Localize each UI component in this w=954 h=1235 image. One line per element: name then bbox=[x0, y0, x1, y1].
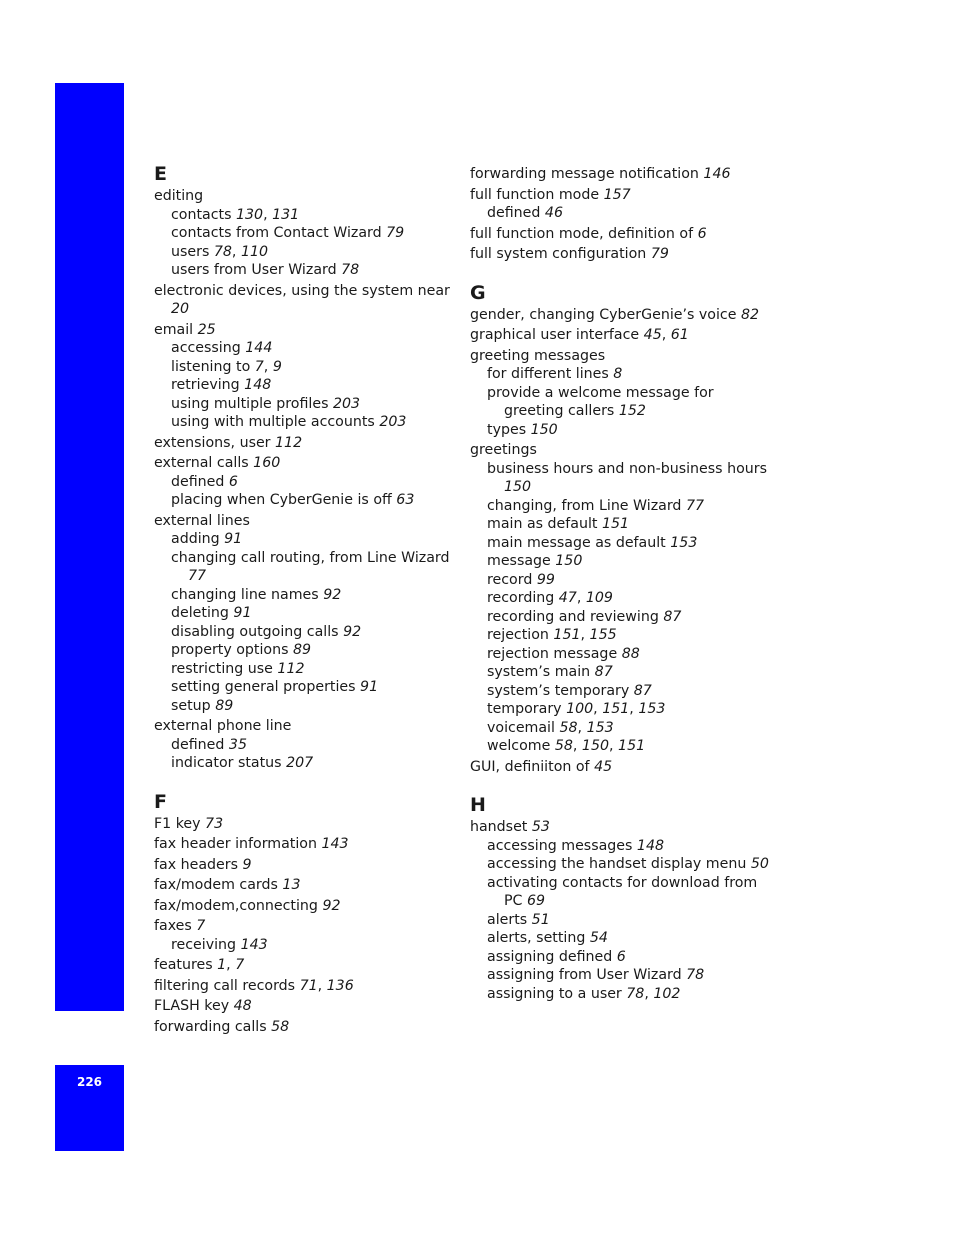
index-term bbox=[154, 321, 454, 340]
page-ref: 78 bbox=[213, 243, 232, 260]
index-subterm: voicemail 58, 153 bbox=[487, 719, 614, 736]
page-ref: 54 bbox=[589, 930, 608, 946]
index-subterm-text: temporary bbox=[487, 701, 567, 717]
index-term-text: fax header information bbox=[154, 836, 322, 852]
page-ref: 91 bbox=[360, 679, 379, 695]
page-ref: 112 bbox=[275, 434, 303, 451]
index-subterm-text: alerts bbox=[487, 911, 532, 928]
index-subterm bbox=[470, 874, 770, 911]
index-subterm bbox=[154, 697, 454, 716]
page-ref: 157 bbox=[603, 186, 631, 203]
index-subterm-text: recording bbox=[487, 590, 559, 606]
index-entry bbox=[154, 187, 454, 280]
index-subterm-text: adding bbox=[171, 531, 225, 547]
index-subterm-text: welcome bbox=[487, 738, 555, 754]
index-term bbox=[470, 165, 770, 184]
index-term bbox=[154, 282, 454, 319]
page-ref: 150 bbox=[504, 479, 532, 495]
index-term-text: full function mode bbox=[470, 186, 604, 203]
index-subterm bbox=[470, 966, 770, 985]
page-ref: 92 bbox=[323, 586, 342, 603]
index-term-text: features bbox=[154, 957, 218, 973]
index-entry bbox=[154, 512, 454, 716]
index-entry bbox=[154, 977, 454, 996]
index-subterm bbox=[470, 608, 770, 627]
page-ref: 152 bbox=[618, 403, 646, 419]
page-number: 226 bbox=[76, 1075, 103, 1089]
page-ref: 69 bbox=[526, 893, 546, 909]
index-term-text: forwarding calls bbox=[154, 1018, 272, 1035]
page-ref: 53 bbox=[531, 819, 550, 835]
page-ref: 87 bbox=[663, 608, 682, 625]
index-term-text: forwarding message notification bbox=[470, 166, 704, 182]
page-ref: 153 bbox=[670, 534, 698, 551]
page-ref: 146 bbox=[703, 166, 731, 182]
index-term bbox=[154, 876, 454, 895]
page-ref: 151 bbox=[553, 627, 581, 643]
index-entry bbox=[154, 897, 454, 916]
page-ref: 13 bbox=[282, 877, 301, 893]
index-subterm-text: main message as default bbox=[487, 534, 671, 551]
index-entry bbox=[154, 1018, 454, 1037]
page-ref: 1 bbox=[217, 957, 227, 973]
page-ref: 6 bbox=[697, 225, 707, 242]
page-ref: 87 bbox=[633, 682, 652, 699]
page-ref: 46 bbox=[544, 205, 563, 221]
index-entry bbox=[154, 876, 454, 895]
index-subterm-text: record bbox=[487, 571, 537, 588]
index-entry bbox=[154, 717, 454, 773]
index-subterm-text: system’s main bbox=[487, 664, 595, 680]
sidebar-title: Index bbox=[142, 221, 163, 283]
index-entry bbox=[154, 815, 454, 834]
index-subterm bbox=[154, 376, 454, 395]
index-subterm bbox=[154, 641, 454, 660]
index-subterm bbox=[470, 384, 770, 421]
page-ref: 50 bbox=[750, 856, 769, 872]
index-entry bbox=[154, 856, 454, 875]
page-ref: 7 bbox=[196, 918, 206, 934]
index-term bbox=[470, 818, 770, 837]
page-ref: 102 bbox=[653, 985, 681, 1002]
index-subterm-text: using with multiple accounts bbox=[171, 414, 380, 430]
index-subterm-text: restricting use bbox=[171, 660, 278, 677]
page-ref: 9 bbox=[272, 358, 282, 375]
index-term bbox=[154, 856, 454, 875]
index-subterm-text: activating contacts for download from PC bbox=[487, 874, 758, 909]
page-ref: 150 bbox=[581, 738, 610, 754]
index-subterm-text: accessing messages bbox=[487, 837, 637, 854]
index-term bbox=[470, 306, 770, 325]
page-ref: 151 bbox=[618, 738, 646, 754]
index-column-left bbox=[154, 163, 454, 1036]
index-subterm bbox=[154, 736, 454, 755]
section-letter: F bbox=[154, 790, 167, 813]
index-term-text: faxes bbox=[154, 918, 197, 934]
index-subterm bbox=[154, 491, 454, 510]
index-subterm: listening to 7, 9 bbox=[171, 358, 282, 375]
index-entry bbox=[470, 326, 770, 345]
page-ref: 79 bbox=[650, 246, 669, 262]
index-entry bbox=[470, 186, 770, 223]
index-term-text: GUI, definiiton of bbox=[470, 758, 595, 775]
index-subterm-text: property options bbox=[171, 642, 294, 658]
index-sidebar bbox=[55, 83, 163, 1011]
page-ref: 25 bbox=[197, 321, 216, 338]
index-subterm bbox=[470, 645, 770, 664]
section-letter: G bbox=[470, 281, 486, 304]
page-ref: 82 bbox=[740, 306, 760, 323]
page-ref: 130 bbox=[236, 206, 264, 223]
page-ref: 89 bbox=[293, 642, 312, 658]
page-ref: 148 bbox=[636, 837, 665, 854]
index-subterm-text: users from User Wizard bbox=[171, 262, 342, 278]
index-subterm-text: assigning defined bbox=[487, 948, 617, 965]
page-ref: 153 bbox=[638, 701, 666, 717]
index-term bbox=[154, 454, 454, 473]
page-ref: 58 bbox=[559, 719, 578, 736]
index-subterm bbox=[470, 204, 770, 223]
page-ref: 136 bbox=[326, 977, 354, 994]
index-subterm bbox=[470, 421, 770, 440]
index-term bbox=[470, 347, 770, 366]
page-ref: 78 bbox=[686, 967, 705, 983]
page-ref: 91 bbox=[224, 531, 243, 547]
index-subterm-text: setup bbox=[171, 697, 216, 714]
index-subterm bbox=[470, 929, 770, 948]
page-ref: 91 bbox=[233, 605, 252, 621]
index-subterm bbox=[470, 663, 770, 682]
index-entry bbox=[470, 347, 770, 440]
page-ref: 148 bbox=[244, 377, 272, 393]
page-ref: 131 bbox=[272, 206, 300, 223]
index-subterm-text: assigning from User Wizard bbox=[487, 967, 687, 983]
index-term bbox=[470, 186, 770, 205]
index-term-text: fax/modem cards bbox=[154, 877, 283, 893]
index-entry bbox=[154, 434, 454, 453]
index-subterm bbox=[154, 754, 454, 773]
section-letter: E bbox=[154, 163, 167, 185]
index-term: filtering call records 71, 136 bbox=[154, 977, 354, 994]
index-entry bbox=[154, 282, 454, 319]
index-subterm bbox=[154, 395, 454, 414]
index-entry bbox=[470, 165, 770, 184]
index-entry bbox=[470, 245, 770, 264]
index-term-text: email bbox=[154, 321, 198, 338]
page-ref: 73 bbox=[205, 815, 224, 832]
page-ref: 153 bbox=[586, 719, 614, 736]
page-ref: 203 bbox=[379, 414, 407, 430]
index-subterm-text: recording and reviewing bbox=[487, 608, 664, 625]
page-ref: 143 bbox=[240, 936, 268, 953]
index-term bbox=[470, 245, 770, 264]
page-ref: 9 bbox=[242, 856, 252, 873]
index-term bbox=[154, 835, 454, 854]
index-term bbox=[470, 758, 770, 777]
index-term-text: greeting messages bbox=[470, 347, 606, 364]
index-entry bbox=[470, 818, 770, 1003]
index-subterm bbox=[470, 682, 770, 701]
index-entry bbox=[154, 454, 454, 510]
index-subterm bbox=[470, 948, 770, 967]
page-ref: 203 bbox=[333, 395, 361, 412]
index-column-right bbox=[470, 163, 770, 1003]
index-subterm bbox=[470, 571, 770, 590]
page-ref: 92 bbox=[322, 897, 341, 914]
index-entry bbox=[470, 441, 770, 756]
page-ref: 144 bbox=[245, 340, 273, 356]
page-ref: 110 bbox=[240, 243, 269, 260]
index-subterm-text: defined bbox=[171, 736, 229, 753]
index-subterm bbox=[154, 473, 454, 492]
index-subterm-text: types bbox=[487, 421, 531, 438]
index-subterm-text: contacts from Contact Wizard bbox=[171, 225, 387, 241]
index-term-text: external lines bbox=[154, 512, 250, 529]
index-subterm-text: main as default bbox=[487, 516, 602, 532]
page-number-tab bbox=[55, 1065, 124, 1151]
page-ref: 51 bbox=[531, 911, 550, 928]
page-ref: 160 bbox=[253, 455, 281, 471]
index-subterm-text: rejection message bbox=[487, 645, 622, 662]
page-ref: 48 bbox=[233, 998, 252, 1014]
index-entry bbox=[154, 956, 454, 975]
index-subterm bbox=[154, 224, 454, 243]
index-term bbox=[154, 1018, 454, 1037]
page-ref: 207 bbox=[286, 755, 314, 771]
index-entry bbox=[154, 917, 454, 954]
index-subterm-text: defined bbox=[487, 205, 545, 221]
page-ref: 7 bbox=[254, 358, 264, 375]
index-subterm-text: receiving bbox=[171, 936, 241, 953]
index-subterm-text: system’s temporary bbox=[487, 682, 634, 699]
page-ref: 89 bbox=[215, 697, 234, 714]
index-subterm-text: business hours and non-business hours bbox=[487, 460, 767, 477]
index-subterm-text: accessing the handset display menu bbox=[487, 856, 751, 872]
index-subterm-text: voicemail bbox=[487, 719, 560, 736]
index-term-text: full function mode, definition of bbox=[470, 225, 698, 242]
index-subterm: contacts 130, 131 bbox=[171, 206, 300, 223]
index-subterm bbox=[470, 855, 770, 874]
index-subterm bbox=[470, 837, 770, 856]
index-subterm-text: contacts bbox=[171, 206, 236, 223]
index-term-text: external phone line bbox=[154, 718, 292, 734]
index-subterm-text: accessing bbox=[171, 340, 246, 356]
index-term bbox=[154, 717, 454, 736]
page-ref: 112 bbox=[277, 660, 305, 677]
index-subterm bbox=[154, 549, 454, 586]
index-term-text: extensions, user bbox=[154, 434, 276, 451]
page-ref: 92 bbox=[343, 623, 362, 640]
page-ref: 143 bbox=[321, 836, 349, 852]
index-term bbox=[470, 441, 770, 460]
index-term-text: graphical user interface bbox=[470, 327, 644, 343]
page-ref: 87 bbox=[594, 664, 613, 680]
index-term bbox=[154, 187, 454, 206]
index-subterm-text: placing when CyberGenie is off bbox=[171, 492, 397, 508]
index-subterm bbox=[154, 604, 454, 623]
index-subterm bbox=[470, 552, 770, 571]
page-ref: 109 bbox=[585, 590, 613, 606]
index-subterm bbox=[154, 623, 454, 642]
page-ref: 47 bbox=[558, 590, 577, 606]
index-subterm bbox=[154, 339, 454, 358]
page-ref: 150 bbox=[555, 553, 583, 569]
page-ref: 7 bbox=[235, 957, 245, 973]
page-ref: 151 bbox=[602, 701, 630, 717]
index-entry bbox=[154, 835, 454, 854]
index-term-text: fax headers bbox=[154, 856, 243, 873]
page-ref: 88 bbox=[621, 645, 640, 662]
index-subterm-text: message bbox=[487, 553, 556, 569]
index-subterm-text: retrieving bbox=[171, 377, 245, 393]
page-ref: 45 bbox=[594, 758, 613, 775]
index-term: features 1, 7 bbox=[154, 957, 245, 973]
index-entry bbox=[470, 306, 770, 325]
index-subterm bbox=[470, 534, 770, 553]
index-entry bbox=[470, 758, 770, 777]
index-subterm-text: alerts, setting bbox=[487, 930, 590, 946]
index-subterm bbox=[470, 460, 770, 497]
index-subterm: users 78, 110 bbox=[171, 243, 269, 260]
index-subterm-text: indicator status bbox=[171, 755, 287, 771]
page-ref: 58 bbox=[554, 738, 573, 754]
page-ref: 155 bbox=[589, 627, 617, 643]
page-ref: 6 bbox=[616, 948, 626, 965]
page-ref: 8 bbox=[613, 366, 623, 382]
index-term-text: gender, changing CyberGenie’s voice bbox=[470, 306, 741, 323]
page-ref: 6 bbox=[228, 473, 238, 490]
index-subterm bbox=[154, 586, 454, 605]
index-subterm: recording 47, 109 bbox=[487, 590, 613, 606]
page-ref: 99 bbox=[536, 571, 555, 588]
page-ref: 150 bbox=[530, 421, 558, 438]
index-subterm-text: provide a welcome message for greeting callers bbox=[487, 384, 714, 419]
index-term-text: full system configuration bbox=[470, 246, 651, 262]
index-entry bbox=[470, 225, 770, 244]
index-subterm-text: using multiple profiles bbox=[171, 395, 333, 412]
index-term bbox=[470, 225, 770, 244]
index-subterm bbox=[470, 497, 770, 516]
index-subterm bbox=[154, 678, 454, 697]
index-term bbox=[154, 434, 454, 453]
index-term-text: handset bbox=[470, 819, 532, 835]
page-ref: 100 bbox=[566, 701, 594, 717]
index-term bbox=[154, 815, 454, 834]
index-subterm: temporary 100, 151, 153 bbox=[487, 701, 666, 717]
index-subterm bbox=[154, 660, 454, 679]
index-subterm bbox=[470, 365, 770, 384]
index-term bbox=[154, 512, 454, 531]
page-ref: 71 bbox=[299, 977, 318, 994]
section-letter: H bbox=[470, 794, 486, 816]
index-subterm-text: changing line names bbox=[171, 586, 324, 603]
index-term bbox=[154, 897, 454, 916]
page-ref: 61 bbox=[670, 327, 689, 343]
page-ref: 77 bbox=[188, 568, 207, 584]
index-subterm bbox=[154, 261, 454, 280]
page-ref: 20 bbox=[171, 301, 190, 317]
index-term-text: filtering call records bbox=[154, 977, 300, 994]
index-subterm: assigning to a user 78, 102 bbox=[487, 985, 681, 1002]
index-term: graphical user interface 45, 61 bbox=[470, 327, 689, 343]
index-subterm-text: assigning to a user bbox=[487, 985, 627, 1002]
index-term-text: electronic devices, using the system near bbox=[154, 282, 450, 299]
page-ref: 58 bbox=[271, 1018, 290, 1035]
index-term-text: F1 key bbox=[154, 815, 206, 832]
index-subterm-text: defined bbox=[171, 473, 229, 490]
page-ref: 78 bbox=[626, 985, 645, 1002]
index-subterm-text: changing call routing, from Line Wizard bbox=[171, 549, 450, 566]
index-subterm: welcome 58, 150, 151 bbox=[487, 738, 646, 754]
index-term-text: editing bbox=[154, 188, 204, 204]
index-entry bbox=[154, 321, 454, 432]
page-ref: 151 bbox=[601, 516, 630, 532]
index-term bbox=[154, 997, 454, 1016]
index-term-text: external calls bbox=[154, 455, 254, 471]
index-subterm bbox=[154, 413, 454, 432]
index-term-text: greetings bbox=[470, 442, 537, 458]
index-subterm bbox=[470, 911, 770, 930]
page-ref: 35 bbox=[228, 736, 247, 753]
index-subterm-text: setting general properties bbox=[171, 679, 361, 695]
index-subterm: rejection 151, 155 bbox=[487, 627, 617, 643]
index-term-text: fax/modem,connecting bbox=[154, 897, 323, 914]
page-ref: 45 bbox=[643, 327, 662, 343]
index-subterm-text: changing, from Line Wizard bbox=[487, 497, 686, 514]
index-term bbox=[154, 917, 454, 936]
index-entry bbox=[154, 997, 454, 1016]
index-subterm bbox=[470, 515, 770, 534]
index-subterm-text: for different lines bbox=[487, 366, 614, 382]
index-term-text: FLASH key bbox=[154, 998, 234, 1014]
page-ref: 79 bbox=[386, 225, 405, 241]
index-subterm bbox=[154, 936, 454, 955]
index-subterm-text: listening to bbox=[171, 358, 255, 375]
page-ref: 77 bbox=[685, 497, 705, 514]
index-subterm-text: disabling outgoing calls bbox=[171, 623, 344, 640]
index-subterm bbox=[154, 530, 454, 549]
page-ref: 78 bbox=[341, 262, 360, 278]
index-subterm-text: rejection bbox=[487, 627, 554, 643]
page-ref: 63 bbox=[396, 492, 415, 508]
index-subterm-text: deleting bbox=[171, 605, 234, 621]
index-subterm-text: users bbox=[171, 243, 214, 260]
